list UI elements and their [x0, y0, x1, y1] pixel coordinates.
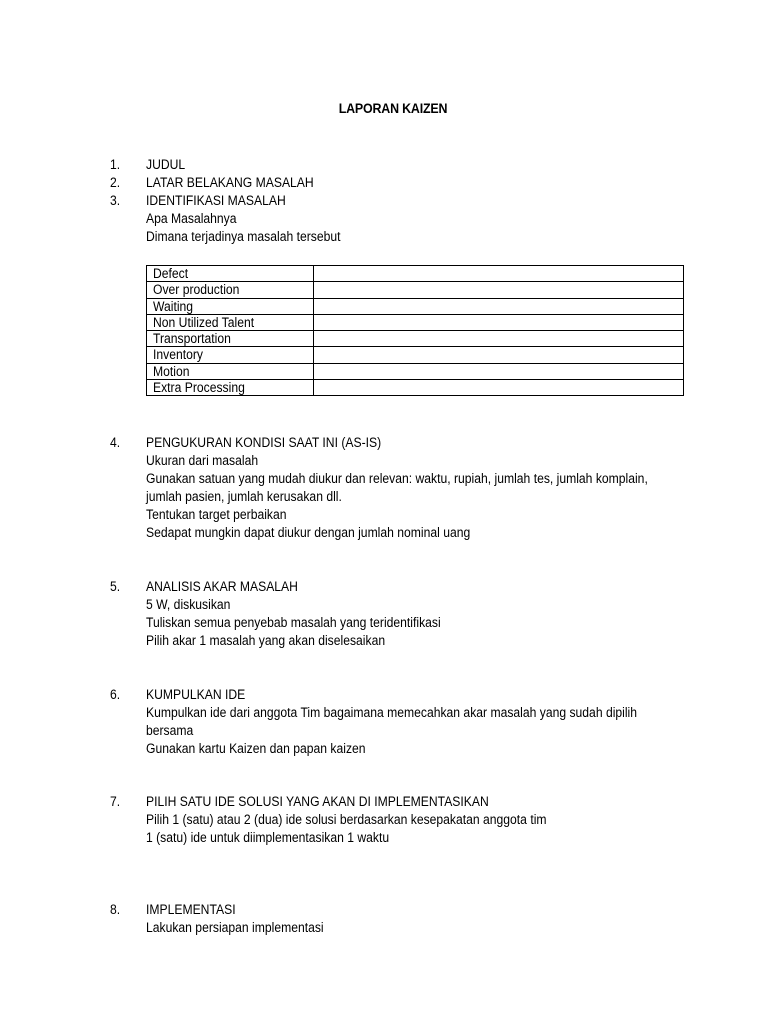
table-cell-empty[interactable]: [314, 331, 684, 347]
section-body-line: Pilih 1 (satu) atau 2 (dua) ide solusi berdasarkan kesepakatan anggota tim: [146, 812, 547, 827]
table-row: [147, 298, 684, 314]
table-row: [147, 266, 684, 282]
table-cell-text: Non Utilized Talent: [153, 314, 255, 330]
section-body-line: 5 W, diskusikan: [146, 597, 231, 612]
section-body-line: Gunakan satuan yang mudah diukur dan relevan: waktu, rupiah, jumlah tes, jumlah komplain,: [146, 471, 648, 486]
section-body-line: bersama: [146, 723, 194, 738]
table-cell-label: [147, 347, 314, 363]
table-cell-label: [147, 282, 314, 298]
section-heading: PENGUKURAN KONDISI SAAT INI (AS-IS): [146, 435, 382, 450]
section-body-line: Tuliskan semua penyebab masalah yang teridentifikasi: [146, 615, 441, 630]
section-number: 1.: [110, 157, 121, 172]
table-cell-empty[interactable]: [314, 282, 684, 298]
section-number: 7.: [110, 794, 121, 809]
section-body-line: Tentukan target perbaikan: [146, 507, 287, 522]
section-body-line: Apa Masalahnya: [146, 211, 237, 226]
section-heading: LATAR BELAKANG MASALAH: [146, 175, 314, 190]
table-cell-empty[interactable]: [314, 347, 684, 363]
section-body-line: Sedapat mungkin dapat diukur dengan jumlah nominal uang: [146, 525, 471, 540]
table-cell-text: Waiting: [153, 298, 194, 314]
table-cell-text: Defect: [153, 266, 189, 281]
table-cell-empty[interactable]: [314, 380, 684, 396]
table-cell-text: Over production: [153, 282, 240, 298]
table-cell-text: Extra Processing: [153, 380, 245, 396]
table-cell-label: [147, 298, 314, 314]
section-body-line: 1 (satu) ide untuk diimplementasikan 1 waktu: [146, 830, 390, 845]
table-row: [147, 331, 684, 347]
section-number: 8.: [110, 902, 121, 917]
section-number: 3.: [110, 193, 121, 208]
table-row: [147, 363, 684, 379]
table-cell-empty[interactable]: [314, 314, 684, 330]
document-title: LAPORAN KAIZEN: [338, 101, 448, 116]
section-heading: PILIH SATU IDE SOLUSI YANG AKAN DI IMPLEMENTASIKAN: [146, 794, 489, 809]
section-heading: IMPLEMENTASI: [146, 902, 236, 917]
table-cell-empty[interactable]: [314, 298, 684, 314]
section-body-line: Dimana terjadinya masalah tersebut: [146, 229, 341, 244]
table-cell-empty[interactable]: [314, 363, 684, 379]
section-body-line: Kumpulkan ide dari anggota Tim bagaimana memecahkan akar masalah yang sudah dipilih: [146, 705, 638, 720]
table-row: [147, 347, 684, 363]
section-body-line: Gunakan kartu Kaizen dan papan kaizen: [146, 741, 366, 756]
section-body-line: Ukuran dari masalah: [146, 453, 259, 468]
table-cell-label: [147, 363, 314, 379]
section-body-line: jumlah pasien, jumlah kerusakan dll.: [146, 489, 342, 504]
waste-table: [146, 265, 684, 396]
section-number: 4.: [110, 435, 121, 450]
section-body-line: Lakukan persiapan implementasi: [146, 920, 324, 935]
table-cell-text: Transportation: [153, 331, 231, 347]
table-cell-label: [147, 331, 314, 347]
table-cell-label: [147, 380, 314, 396]
table-cell-text: Motion: [153, 363, 190, 379]
table-cell-text: Inventory: [153, 347, 203, 363]
table-cell-empty[interactable]: [314, 266, 684, 282]
section-heading: KUMPULKAN IDE: [146, 687, 246, 702]
section-heading: ANALISIS AKAR MASALAH: [146, 579, 298, 594]
table-row: [147, 314, 684, 330]
section-heading: IDENTIFIKASI MASALAH: [146, 193, 286, 208]
section-number: 5.: [110, 579, 121, 594]
table-cell-label: [147, 266, 314, 282]
section-number: 2.: [110, 175, 121, 190]
table-row: [147, 282, 684, 298]
section-number: 6.: [110, 687, 121, 702]
section-heading: JUDUL: [146, 157, 186, 172]
section-body-line: Pilih akar 1 masalah yang akan diselesaikan: [146, 633, 386, 648]
table-cell-label: [147, 314, 314, 330]
table-row: [147, 380, 684, 396]
